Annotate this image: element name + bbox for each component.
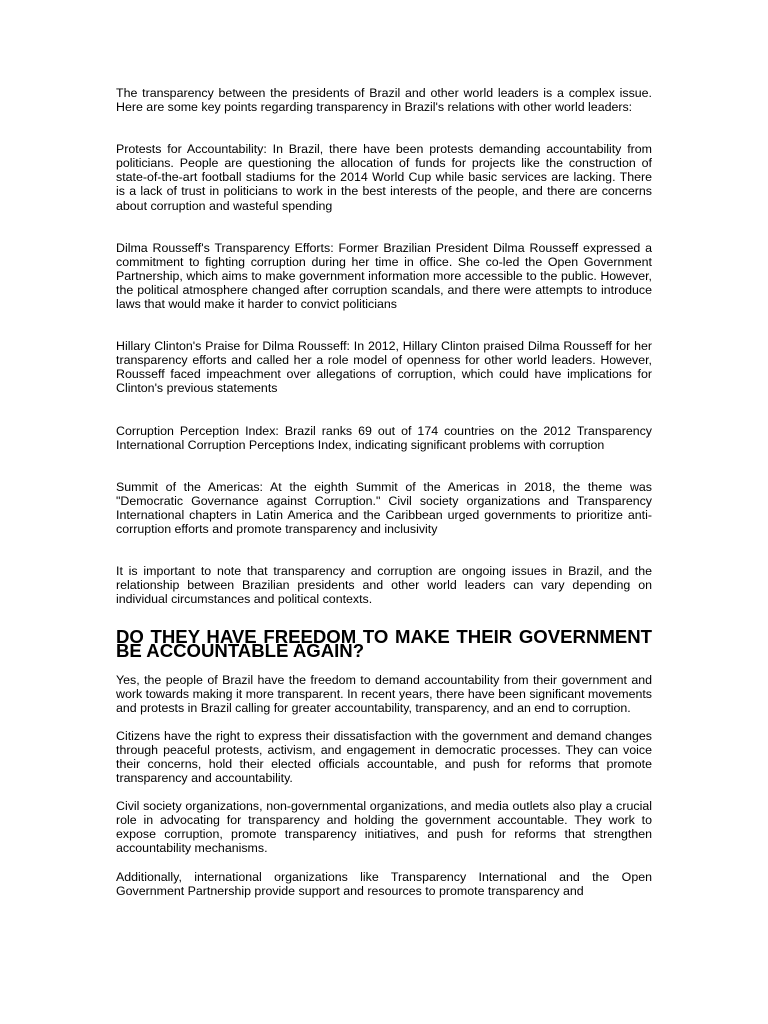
document-page — [116, 86, 652, 898]
answer-paragraph-freedom: Yes, the people of Brazil have the freedom to demand accountability from their government and work towards making it more transparent. In recent years, there have been significant movements and protests in Brazil calling for greater accountability, transparency, and an end to corruption. — [116, 672, 652, 715]
point-summit-of-the-americas: Summit of the Americas: At the eighth Summit of the Americas in 2018, the theme was "Democratic Governance against Corruption." Civil society organizations and Transparency International chapters in Latin America and the Caribbean urged governments to prioritize anti-corruption efforts and promote transparency and inclusivity — [116, 479, 652, 536]
point-corruption-perception-index: Corruption Perception Index: Brazil ranks 69 out of 174 countries on the 2012 Transparency International Corruption Perceptions Index, indicating significant problems with corruption — [116, 423, 652, 452]
answer-paragraph-international-organizations: Additionally, international organizations like Transparency International and the Open Government Partnership provide support and resources to promote transparency and — [116, 869, 652, 898]
point-hillary-clinton-praise: Hillary Clinton's Praise for Dilma Rousseff: In 2012, Hillary Clinton praised Dilma Rousseff for her transparency efforts and called her a role model of openness for other world leaders. However, Rousseff faced impeachment over allegations of corruption, which could have implications for Clinton's previous statements — [116, 339, 652, 396]
answer-paragraph-civil-society: Civil society organizations, non-governmental organizations, and media outlets also play a crucial role in advocating for transparency and holding the government accountable. They work to expose corruption, promote transparency initiatives, and push for reforms that strengthen accountability mechanisms. — [116, 799, 652, 856]
point-protests-for-accountability: Protests for Accountability: In Brazil, there have been protests demanding accountability from politicians. People are questioning the allocation of funds for projects like the construction of state-of-the-art football stadiums for the 2014 World Cup while basic services are lacking. There is a lack of trust in politicians to work in the best interests of the people, and there are concerns about corruption and wasteful spending — [116, 142, 652, 213]
intro-paragraph: The transparency between the presidents of Brazil and other world leaders is a complex issue. Here are some key points regarding transparency in Brazil's relations with other world leaders: — [116, 86, 652, 115]
point-dilma-rousseff-transparency-efforts: Dilma Rousseff's Transparency Efforts: Former Brazilian President Dilma Rousseff expressed a commitment to fighting corruption during her time in office. She co-led the Open Government Partnership, which aims to make government information more accessible to the public. However, the political atmosphere changed after corruption scandals, and there were attempts to introduce laws that would make it harder to convict politicians — [116, 240, 652, 312]
section-heading: DO THEY HAVE FREEDOM TO MAKE THEIR GOVERNMENT BE ACCOUNTABLE AGAIN? — [116, 626, 652, 662]
answer-paragraph-citizens: Citizens have the right to express their dissatisfaction with the government and demand changes through peaceful protests, activism, and engagement in democratic processes. They can voice their concerns, hold their elected officials accountable, and push for reforms that promote transparency and accountability. — [116, 728, 652, 786]
conclusion-paragraph: It is important to note that transparency and corruption are ongoing issues in Brazil, and the relationship between Brazilian presidents and other world leaders can vary depending on individual circumstances and political contexts. — [116, 564, 652, 607]
